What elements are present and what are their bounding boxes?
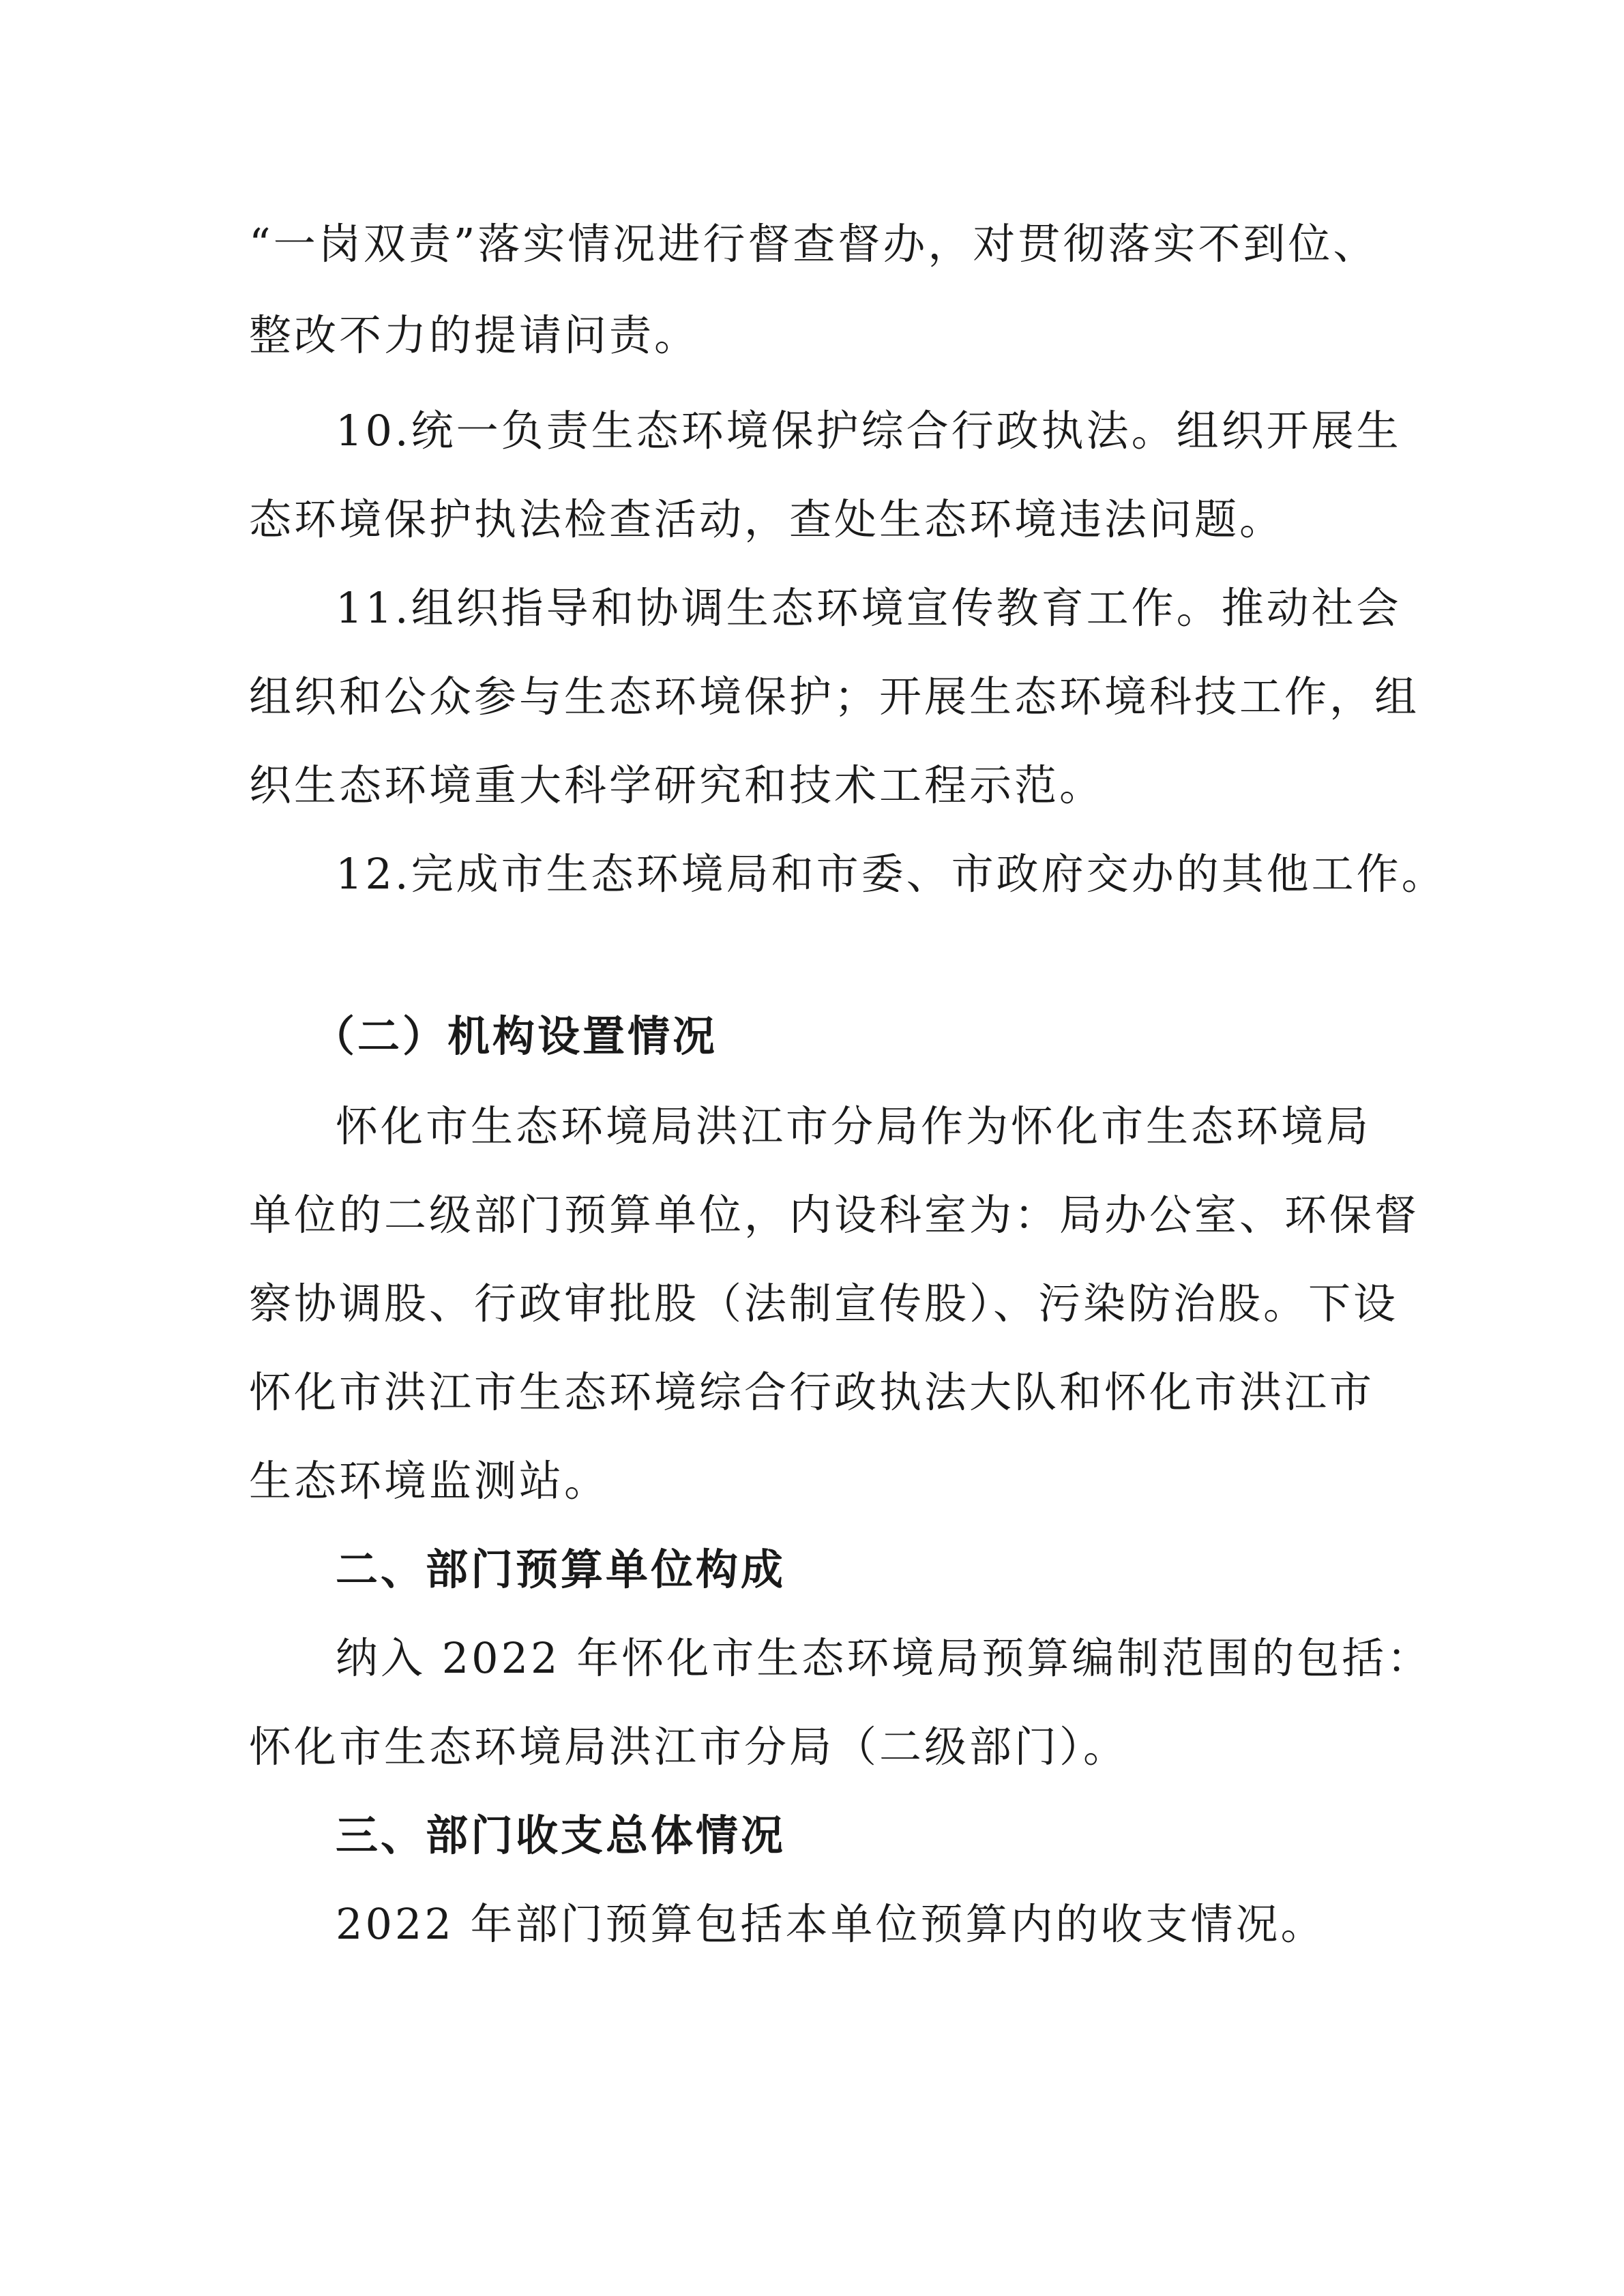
paragraph-line: “一岗双责”落实情况进行督查督办，对贯彻落实不到位、 <box>249 219 1378 269</box>
paragraph-line: 纳入 2022 年怀化市生态环境局预算编制范围的包括： <box>336 1633 1432 1683</box>
paragraph-line: 态环境保护执法检查活动，查处生态环境违法问题。 <box>249 494 1285 544</box>
paragraph-line: 单位的二级部门预算单位，内设科室为：局办公室、环保督 <box>249 1190 1420 1240</box>
paragraph-line: 怀化市生态环境局洪江市分局（二级部门）。 <box>249 1722 1129 1772</box>
paragraph-line: 怀化市生态环境局洪江市分局作为怀化市生态环境局 <box>336 1101 1372 1151</box>
paragraph-line: 2022 年部门预算包括本单位预算内的收支情况。 <box>336 1899 1326 1949</box>
paragraph-line: 生态环境监测站。 <box>249 1456 610 1506</box>
paragraph-line: 怀化市洪江市生态环境综合行政执法大队和怀化市洪江市 <box>249 1367 1375 1417</box>
paragraph-line: 组织和公众参与生态环境保护；开展生态环境科技工作，组 <box>249 672 1420 721</box>
list-item-10: 10.统一负责生态环境保护综合行政执法。组织开展生 <box>336 406 1402 456</box>
paragraph-line: 织生态环境重大科学研究和技术工程示范。 <box>249 760 1105 810</box>
section-heading-budget-units: 二、部门预算单位构成 <box>336 1545 786 1594</box>
paragraph-line: 察协调股、行政审批股（法制宣传股）、污染防治股。下设 <box>249 1279 1399 1328</box>
section-heading-org-setup: （二）机构设置情况 <box>312 1011 718 1061</box>
list-item-11: 11.组织指导和协调生态环境宣传教育工作。推动社会 <box>336 583 1402 633</box>
list-item-12: 12.完成市生态环境局和市委、市政府交办的其他工作。 <box>336 849 1447 899</box>
paragraph-line: 整改不力的提请问责。 <box>249 310 700 360</box>
section-heading-revenue-expenditure: 三、部门收支总体情况 <box>336 1810 786 1860</box>
